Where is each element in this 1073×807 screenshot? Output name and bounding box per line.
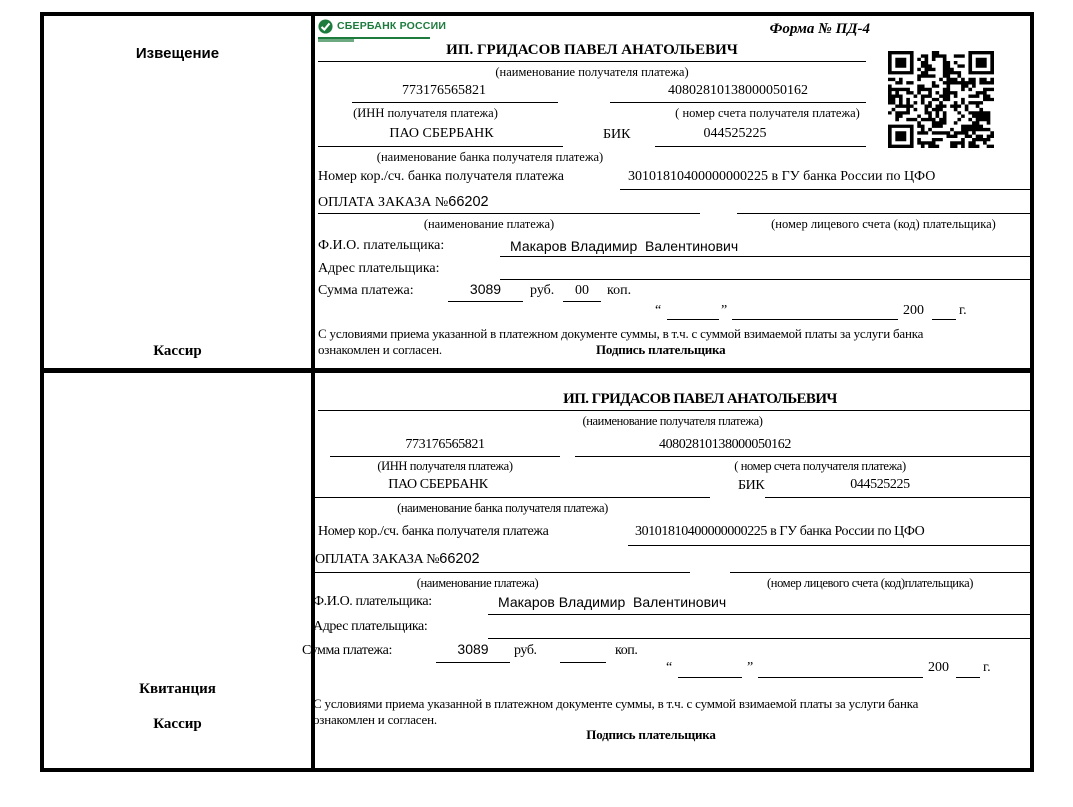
cashier-label: Кассир bbox=[153, 716, 202, 732]
date-quote-open: “ bbox=[666, 660, 673, 675]
sum-label: Сумма платежа: bbox=[302, 643, 392, 658]
year-suffix: г. bbox=[983, 660, 991, 675]
payment-name bbox=[318, 194, 489, 211]
payee-caption: (наименование получателя платежа) bbox=[582, 414, 763, 428]
corr-account-label: Номер кор./сч. банка получателя платежа bbox=[318, 524, 549, 539]
section-side-label: Квитанция bbox=[139, 681, 216, 697]
bank-name: ПАО СБЕРБАНК bbox=[388, 477, 488, 492]
bank-caption: (наименование банка получателя платежа) bbox=[376, 150, 604, 164]
personal-account-caption: (номер лицевого счета (код) плательщика) bbox=[771, 217, 996, 231]
payee-caption: (наименование получателя платежа) bbox=[495, 65, 689, 79]
bik-value: 044525225 bbox=[850, 477, 910, 492]
bik-label: БИК bbox=[738, 478, 765, 493]
section-side-label: Извещение bbox=[135, 45, 220, 62]
terms-line1: С условиями приема указанной в платежном документе суммы, в т.ч. с суммой взимаемой платы за услуги банка bbox=[313, 696, 919, 711]
qr-code bbox=[888, 51, 994, 153]
payment-caption: (наименование платежа) bbox=[423, 217, 555, 231]
payer-address-label: Адрес плательщика: bbox=[313, 619, 428, 634]
terms-line2: ознакомлен и согласен. bbox=[318, 342, 442, 357]
payment-caption: (наименование платежа) bbox=[416, 576, 539, 590]
sberbank-emblem-icon bbox=[318, 19, 333, 34]
sum-label: Сумма платежа: bbox=[318, 283, 414, 298]
sum-value: 3089 bbox=[457, 641, 489, 657]
cashier-label: Кассир bbox=[153, 343, 202, 359]
bank-name: ПАО СБЕРБАНК bbox=[389, 126, 494, 141]
terms-line2: ознакомлен и согласен. bbox=[313, 712, 437, 727]
kop-value: 00 bbox=[575, 283, 589, 298]
sberbank-logo-text: СБЕРБАНК РОССИИ bbox=[337, 20, 447, 33]
signature-label: Подпись плательщика bbox=[586, 727, 716, 742]
form-number-label: Форма № ПД-4 bbox=[769, 21, 870, 37]
signature-label: Подпись плательщика bbox=[596, 342, 726, 357]
date-quote-open: “ bbox=[655, 303, 662, 318]
section-divider bbox=[40, 368, 1034, 373]
inn-value: 773176565821 bbox=[405, 437, 485, 452]
year-prefix: 200 bbox=[928, 660, 949, 675]
terms-line1: С условиями приема указанной в платежном документе суммы, в т.ч. с суммой взимаемой платы за услуги банка bbox=[318, 326, 924, 341]
account-value: 40802810138000050162 bbox=[658, 437, 791, 452]
payer-fio-value: Макаров Владимир Валентинович bbox=[498, 594, 727, 610]
account-caption: ( номер счета получателя платежа) bbox=[675, 106, 860, 120]
corr-account-label: Номер кор./сч. банка получателя платежа bbox=[318, 169, 564, 184]
rub-label: руб. bbox=[530, 283, 555, 298]
order-number-value: 66202 bbox=[448, 194, 489, 210]
payment-name-label: ОПЛАТА ЗАКАЗА № bbox=[318, 195, 449, 210]
corr-account-value: 30101810400000000225 в ГУ банка России по ЦФО bbox=[628, 169, 936, 184]
year-prefix: 200 bbox=[903, 303, 924, 318]
personal-account-caption: (номер лицевого счета (код)плательщика) bbox=[767, 576, 973, 590]
year-suffix: г. bbox=[959, 303, 967, 318]
bank-caption: (наименование банка получателя платежа) bbox=[397, 501, 608, 515]
date-quote-close: ” bbox=[747, 660, 754, 675]
account-value: 40802810138000050162 bbox=[668, 83, 808, 98]
order-number-value: 66202 bbox=[439, 551, 480, 567]
rub-label: руб. bbox=[514, 643, 537, 658]
payer-fio-label: Ф.И.О. плательщика: bbox=[318, 238, 445, 253]
payment-name bbox=[315, 551, 480, 568]
inn-value: 773176565821 bbox=[402, 83, 486, 98]
account-caption: ( номер счета получателя платежа) bbox=[734, 459, 906, 473]
payer-fio-value: Макаров Владимир Валентинович bbox=[510, 238, 739, 254]
sberbank-logo bbox=[318, 16, 447, 39]
kop-label: коп. bbox=[615, 643, 638, 658]
date-quote-close: ” bbox=[721, 303, 728, 318]
payee-name: ИП. ГРИДАСОВ ПАВЕЛ АНАТОЛЬЕВИЧ bbox=[563, 391, 837, 407]
sum-value: 3089 bbox=[469, 281, 502, 297]
kop-label: коп. bbox=[607, 283, 632, 298]
payee-name: ИП. ГРИДАСОВ ПАВЕЛ АНАТОЛЬЕВИЧ bbox=[446, 42, 738, 58]
payer-fio-label: Ф.И.О. плательщика: bbox=[313, 594, 432, 609]
inn-caption: (ИНН получателя платежа) bbox=[353, 106, 498, 120]
inn-caption: (ИНН получателя платежа) bbox=[377, 459, 513, 473]
corr-account-value: 30101810400000000225 в ГУ банка России по ЦФО bbox=[635, 524, 925, 539]
bik-value: 044525225 bbox=[703, 126, 767, 141]
bik-label: БИК bbox=[603, 127, 631, 142]
payer-address-label: Адрес плательщика: bbox=[318, 261, 440, 276]
payment-name-label: ОПЛАТА ЗАКАЗА № bbox=[315, 552, 440, 567]
